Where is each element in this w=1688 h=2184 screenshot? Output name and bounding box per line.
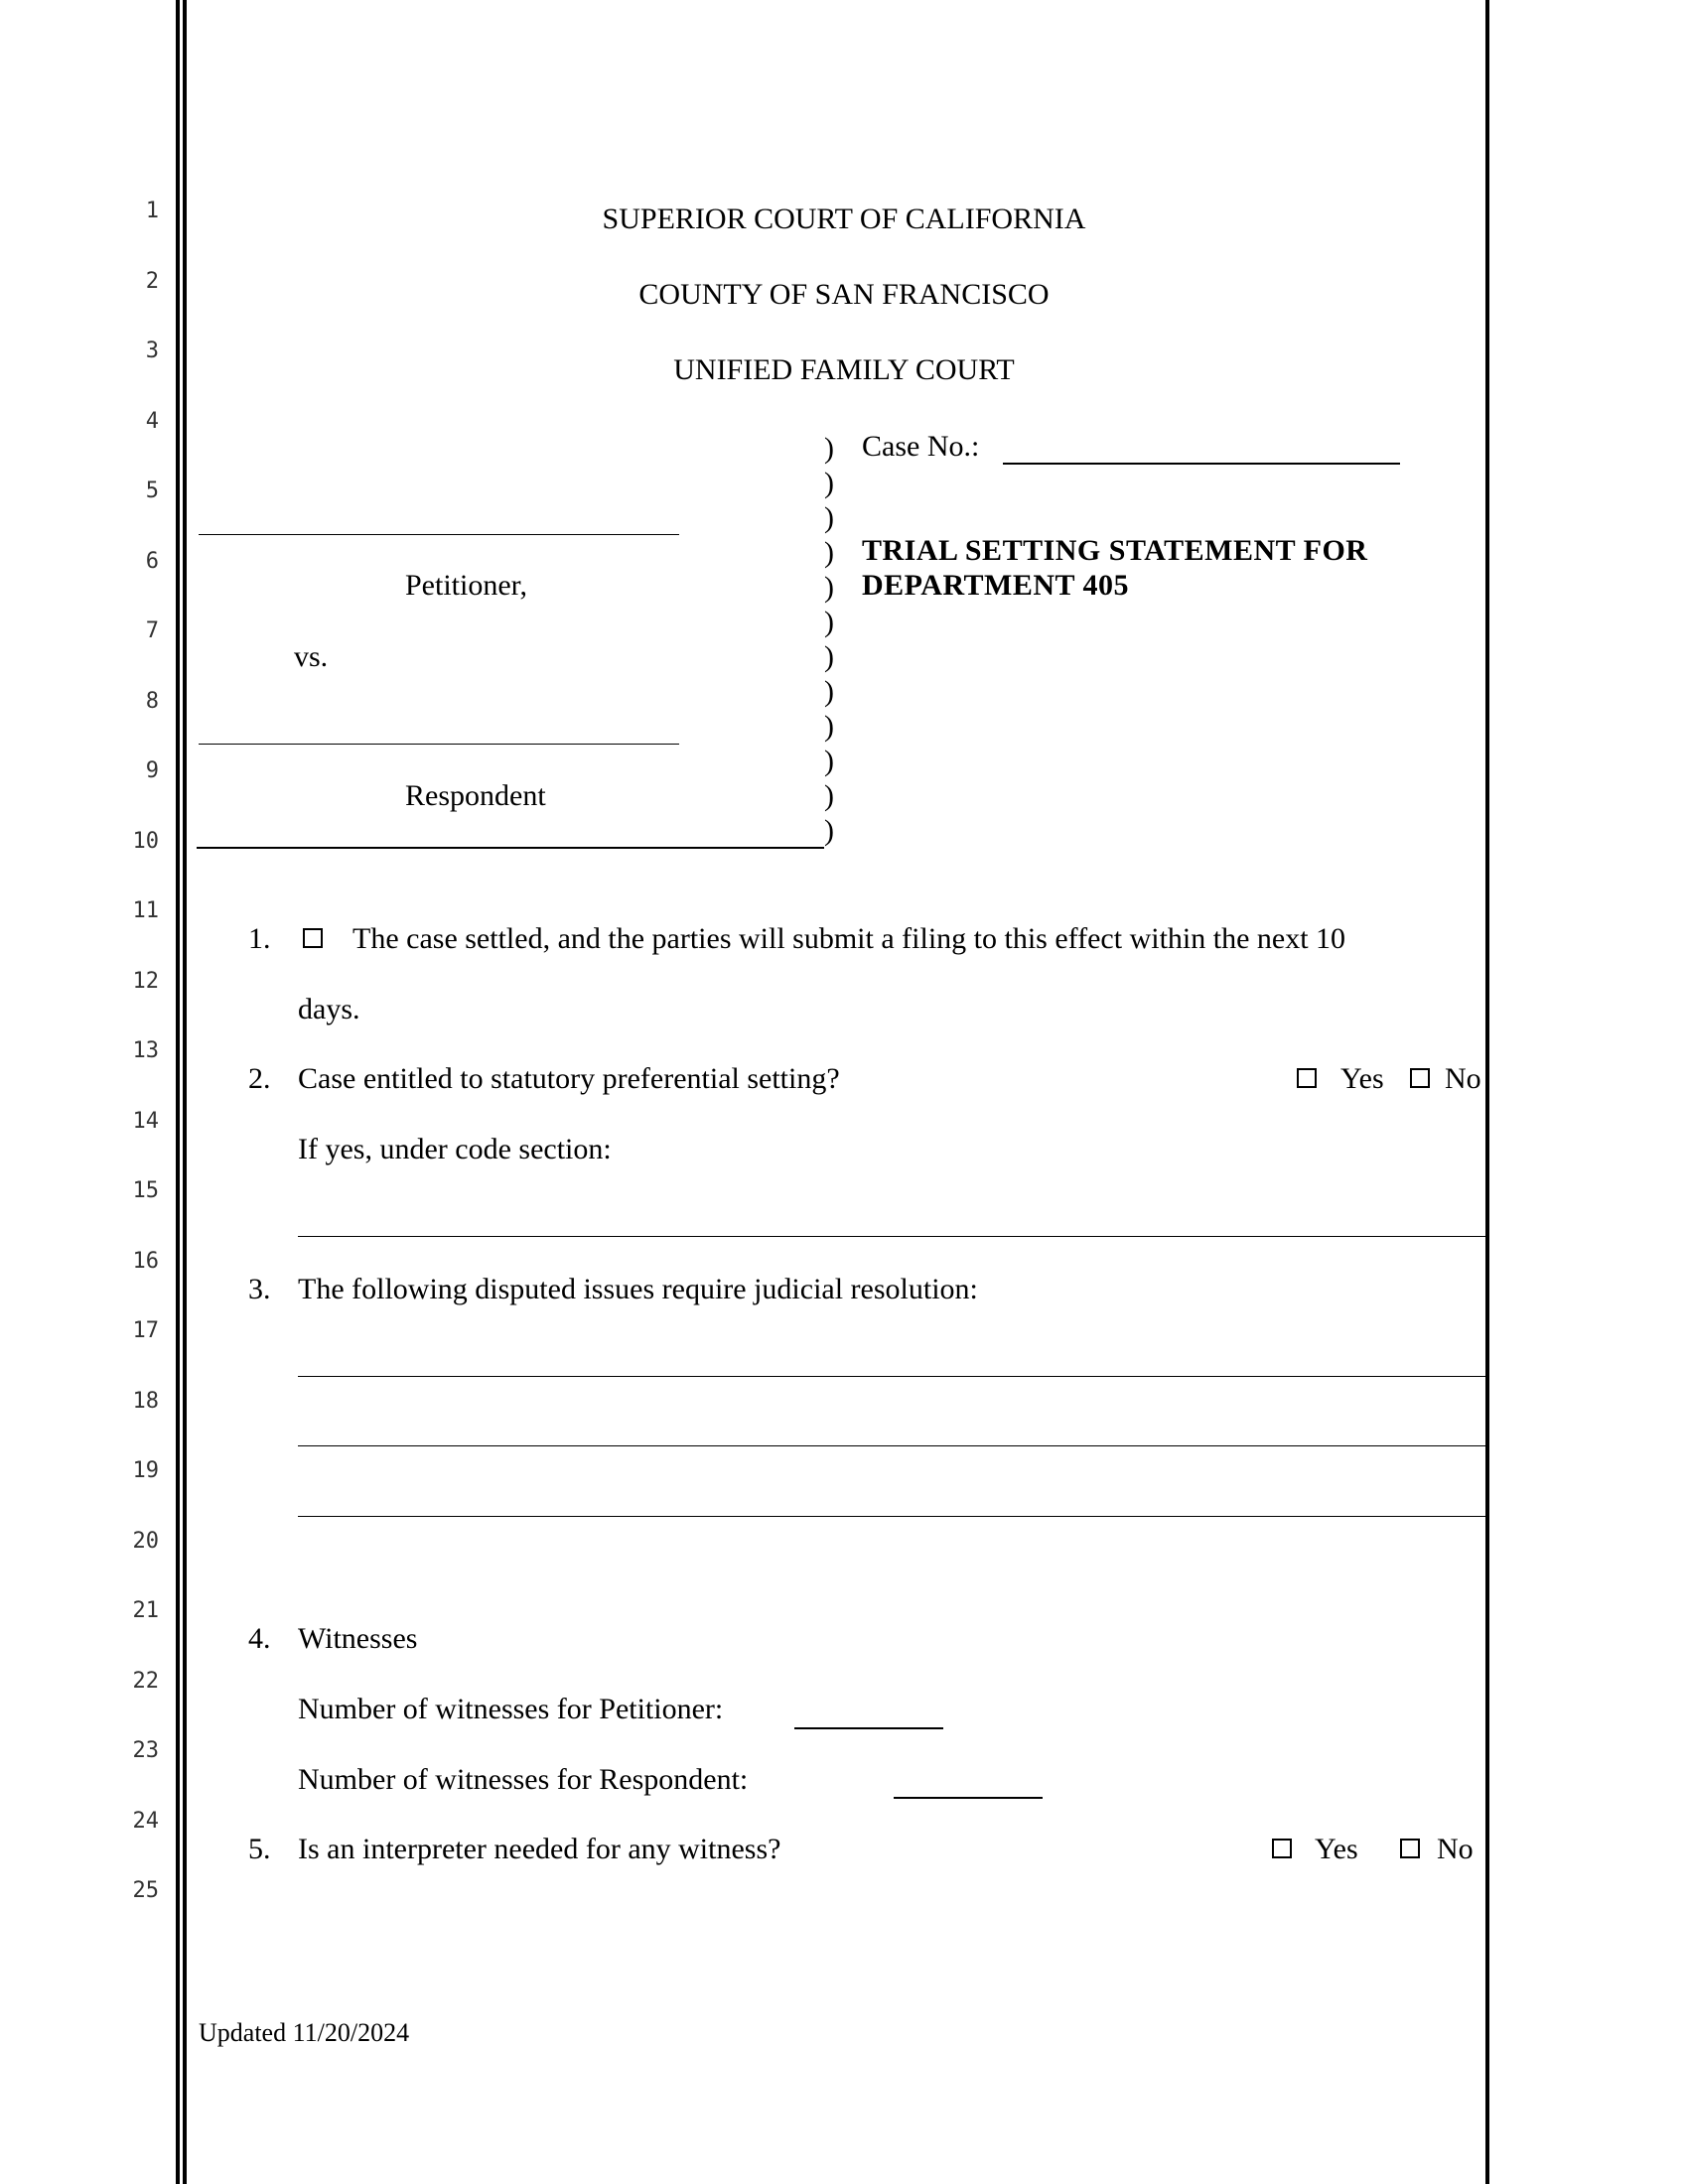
respondent-label: Respondent <box>405 779 546 812</box>
line-number: 7 <box>145 618 159 643</box>
caption-paren: ) <box>824 745 834 777</box>
item-2-no-checkbox[interactable] <box>1410 1068 1430 1088</box>
item-4-text: Witnesses <box>298 1622 418 1655</box>
item-5-no-checkbox[interactable] <box>1400 1839 1420 1858</box>
caption-bottom-rule <box>197 847 824 849</box>
line-number: 1 <box>145 199 159 223</box>
respondent-name-line[interactable] <box>199 744 679 745</box>
disputed-issues-line[interactable] <box>298 1445 1487 1446</box>
line-number: 18 <box>132 1389 159 1414</box>
line-number: 3 <box>145 339 159 363</box>
item-5-text: Is an interpreter needed for any witness? <box>298 1833 781 1865</box>
petitioner-label: Petitioner, <box>405 569 527 602</box>
line-number: 10 <box>132 829 159 854</box>
line-number: 5 <box>145 478 159 503</box>
caption-paren: ) <box>824 606 834 638</box>
petitioner-witness-label: Number of witnesses for Petitioner: <box>298 1693 724 1725</box>
document-title-line1: TRIAL SETTING STATEMENT FOR <box>862 534 1368 567</box>
item-2-number: 2. <box>248 1062 271 1095</box>
item-1-text-cont: days. <box>298 993 360 1025</box>
line-number: 24 <box>132 1809 159 1834</box>
caption-paren: ) <box>824 536 834 569</box>
item-5-number: 5. <box>248 1833 271 1865</box>
court-division: UNIFIED FAMILY COURT <box>673 353 1015 386</box>
disputed-issues-line[interactable] <box>298 1516 1487 1517</box>
line-number: 17 <box>132 1318 159 1343</box>
petitioner-witness-count[interactable] <box>794 1727 943 1729</box>
case-number-label: Case No.: <box>862 430 980 463</box>
item-1-number: 1. <box>248 922 271 955</box>
caption-paren: ) <box>824 501 834 534</box>
item-2-no-label: No <box>1445 1062 1481 1095</box>
item-3-number: 3. <box>248 1273 271 1305</box>
item-5-no-label: No <box>1437 1833 1474 1865</box>
item-3-text: The following disputed issues require judicial resolution: <box>298 1273 978 1305</box>
item-4-number: 4. <box>248 1622 271 1655</box>
line-number: 2 <box>145 269 159 294</box>
caption-paren: ) <box>824 710 834 743</box>
caption-paren: ) <box>824 675 834 708</box>
line-number: 19 <box>132 1458 159 1483</box>
left-margin-rule-inner <box>183 0 187 2184</box>
caption-paren: ) <box>824 571 834 604</box>
line-number: 14 <box>132 1109 159 1134</box>
item-2-yes-checkbox[interactable] <box>1297 1068 1317 1088</box>
line-number: 16 <box>132 1249 159 1274</box>
line-number: 25 <box>132 1878 159 1903</box>
respondent-witness-count[interactable] <box>894 1797 1043 1799</box>
item-2-subtext: If yes, under code section: <box>298 1133 612 1165</box>
item-1-settled-checkbox[interactable] <box>303 928 323 948</box>
document-title-line2: DEPARTMENT 405 <box>862 569 1130 602</box>
line-number: 6 <box>145 549 159 574</box>
right-margin-rule <box>1485 0 1489 2184</box>
item-2-text: Case entitled to statutory preferential setting? <box>298 1062 840 1095</box>
line-number: 23 <box>132 1738 159 1763</box>
petitioner-name-line[interactable] <box>199 534 679 535</box>
line-number: 20 <box>132 1529 159 1554</box>
line-number: 12 <box>132 969 159 994</box>
left-margin-rule-outer <box>176 0 180 2184</box>
disputed-issues-line[interactable] <box>298 1376 1487 1377</box>
item-5-yes-checkbox[interactable] <box>1272 1839 1292 1858</box>
code-section-line[interactable] <box>298 1236 1487 1237</box>
caption-paren: ) <box>824 467 834 499</box>
caption-paren: ) <box>824 779 834 812</box>
caption-paren: ) <box>824 432 834 465</box>
item-5-yes-label: Yes <box>1315 1833 1358 1865</box>
line-number: 13 <box>132 1038 159 1063</box>
court-name: SUPERIOR COURT OF CALIFORNIA <box>602 203 1086 235</box>
court-county: COUNTY OF SAN FRANCISCO <box>638 278 1050 311</box>
line-number: 15 <box>132 1178 159 1203</box>
case-number-field[interactable] <box>1003 463 1400 465</box>
respondent-witness-label: Number of witnesses for Respondent: <box>298 1763 749 1796</box>
line-number: 9 <box>145 758 159 783</box>
line-number: 8 <box>145 689 159 714</box>
caption-paren: ) <box>824 640 834 673</box>
footer-updated-date: Updated 11/20/2024 <box>199 2018 410 2047</box>
line-number: 22 <box>132 1669 159 1694</box>
line-number: 4 <box>145 409 159 434</box>
line-number: 11 <box>132 898 159 923</box>
vs-label: vs. <box>294 640 329 673</box>
item-1-text: The case settled, and the parties will submit a filing to this effect within the next 10 <box>352 922 1346 955</box>
caption-paren: ) <box>824 814 834 847</box>
item-2-yes-label: Yes <box>1340 1062 1384 1095</box>
line-number: 21 <box>132 1598 159 1623</box>
